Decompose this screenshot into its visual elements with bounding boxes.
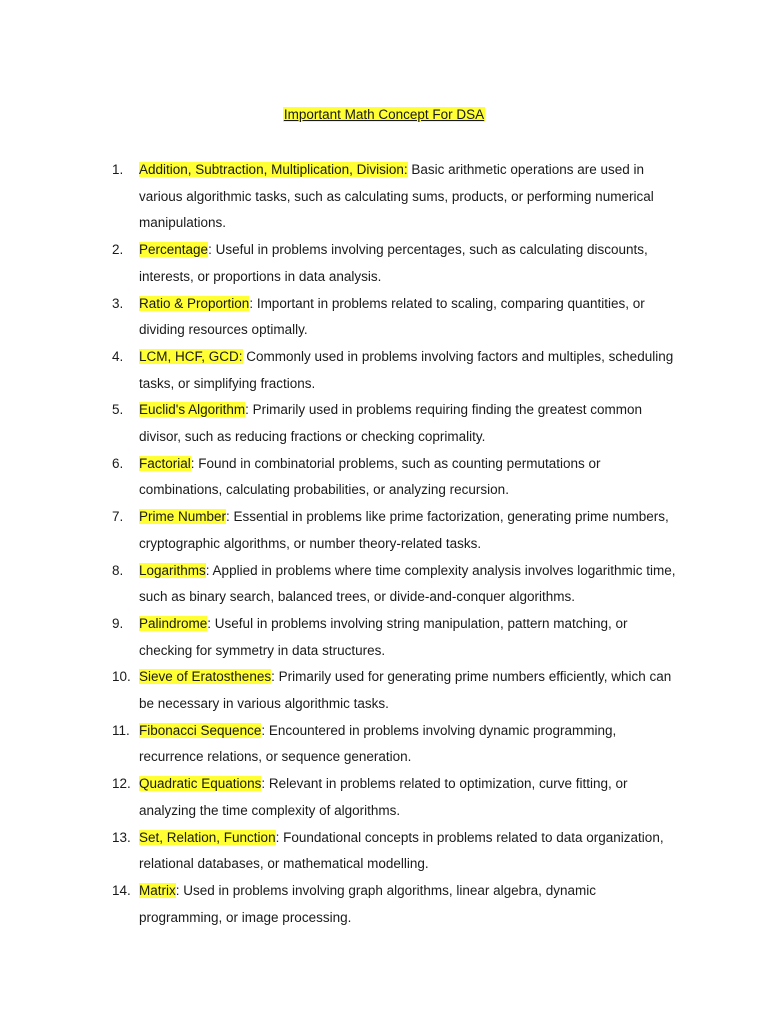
list-item (112, 397, 682, 450)
item-number: 3. (112, 295, 124, 311)
item-description: : Relevant in problems related to optimization, curve fitting, or analyzing the time complexity of algorithms. (139, 776, 628, 818)
list-item (112, 344, 682, 397)
item-term: LCM, HCF, GCD: (139, 348, 243, 364)
item-term: Euclid's Algorithm (139, 402, 246, 418)
item-description: : Foundational concepts in problems related to data organization, relational databases, or mathematical modelling. (139, 829, 664, 872)
item-term: Set, Relation, Function (139, 829, 276, 845)
item-description: Basic arithmetic operations are used in various algorithmic tasks, such as calculating sums, products, or performing numerical manipulations. (139, 162, 654, 231)
item-number: 6. (112, 455, 124, 471)
item-number: 10. (112, 669, 131, 685)
item-number: 2. (112, 242, 124, 258)
item-number: 7. (112, 509, 124, 525)
item-term: Percentage (139, 242, 209, 258)
list-item (112, 237, 682, 290)
item-description: : Encountered in problems involving dynamic programming, recurrence relations, or sequence generation. (139, 722, 617, 765)
item-description: : Found in combinatorial problems, such as counting permutations or combinations, calculating probabilities, or analyzing recursion. (139, 455, 601, 498)
list-item (112, 157, 682, 237)
item-number: 9. (112, 615, 124, 631)
list-item (112, 291, 682, 344)
item-description: : Useful in problems involving percentages, such as calculating discounts, interests, or proportions in data analysis. (139, 242, 648, 284)
item-number: 13. (112, 829, 131, 845)
list-item (112, 504, 682, 557)
item-description: : Useful in problems involving string manipulation, pattern matching, or checking for symmetry in data structures. (139, 615, 628, 658)
item-number: 8. (112, 562, 124, 578)
item-term: Logarithms (139, 562, 206, 578)
item-number: 14. (112, 882, 131, 898)
item-term: Factorial (139, 455, 191, 471)
item-number: 5. (112, 402, 124, 418)
item-term: Palindrome (139, 615, 208, 631)
item-number: 12. (112, 776, 131, 792)
title-block (0, 106, 768, 124)
list-item (112, 771, 682, 824)
item-description: : Important in problems related to scaling, comparing quantities, or dividing resources optimally. (139, 295, 645, 338)
item-number: 1. (112, 162, 124, 177)
item-number: 4. (112, 348, 124, 364)
item-description: : Primarily used for generating prime numbers efficiently, which can be necessary in various algorithmic tasks. (139, 669, 672, 712)
item-term: Prime Number (139, 509, 227, 525)
item-term: Quadratic Equations (139, 776, 262, 792)
list-item (112, 718, 682, 771)
item-term: Fibonacci Sequence (139, 722, 262, 738)
item-description: : Essential in problems like prime factorization, generating prime numbers, cryptographic algorithms, or number theory-related tasks. (139, 509, 669, 551)
list-item (112, 878, 682, 931)
item-description: : Used in problems involving graph algorithms, linear algebra, dynamic programming, or image processing. (139, 882, 596, 925)
document-title: Important Math Concept For DSA (283, 107, 485, 122)
list-item (112, 825, 682, 878)
item-number: 11. (112, 722, 130, 738)
item-term: Matrix (139, 882, 176, 898)
list-item (112, 451, 682, 504)
item-description: : Applied in problems where time complexity analysis involves logarithmic time, such as binary search, balanced trees, or divide-and-conquer algorithms. (139, 562, 676, 605)
item-description: Commonly used in problems involving factors and multiples, scheduling tasks, or simplifying fractions. (139, 348, 674, 391)
concept-list (112, 157, 682, 931)
list-item (112, 611, 682, 664)
list-item (112, 664, 682, 717)
item-description: : Primarily used in problems requiring finding the greatest common divisor, such as reducing fractions or checking coprimality. (139, 402, 643, 445)
list-item (112, 558, 682, 611)
item-term: Addition, Subtraction, Multiplication, Division: (139, 162, 408, 177)
item-term: Ratio & Proportion (139, 295, 250, 311)
item-term: Sieve of Eratosthenes (139, 669, 272, 685)
